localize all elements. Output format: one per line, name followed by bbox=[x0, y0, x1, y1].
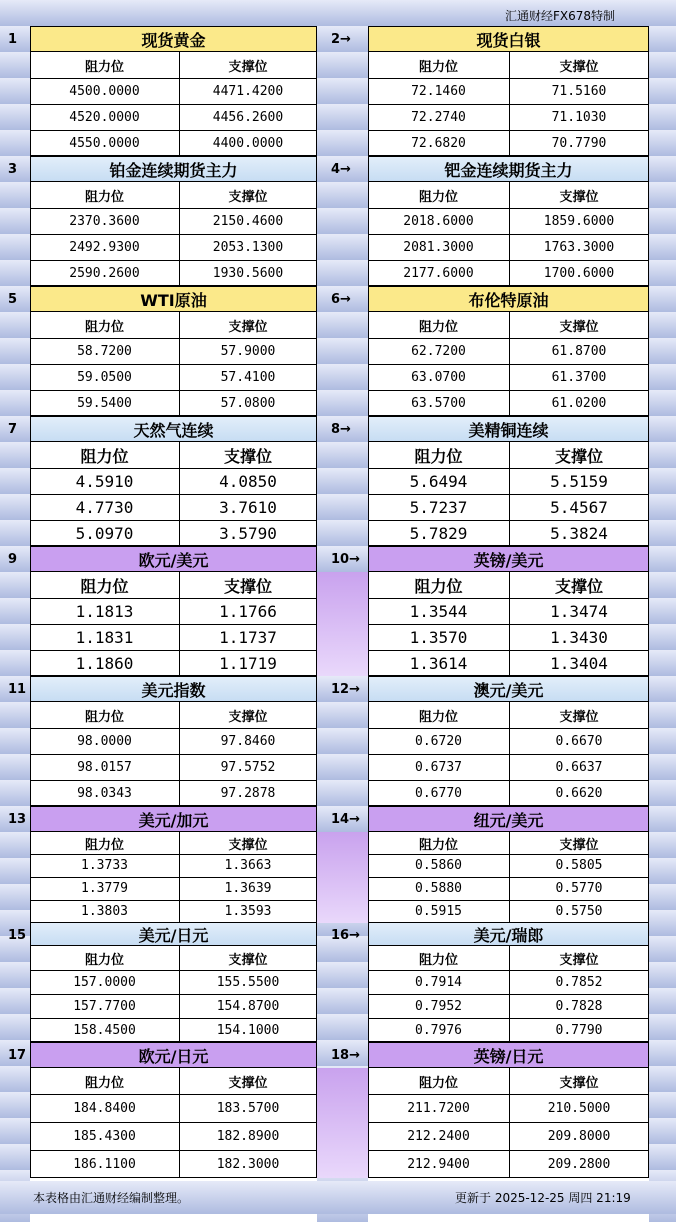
support-header: 支撑位 bbox=[559, 59, 599, 75]
resistance-value: 1.3779 bbox=[81, 881, 128, 896]
instrument-title: 美元/日元 bbox=[30, 922, 317, 946]
instrument-title: 澳元/美元 bbox=[368, 676, 649, 702]
block-number: 6→ bbox=[331, 292, 351, 307]
support-value: 0.6620 bbox=[555, 785, 603, 801]
support-value: 70.7790 bbox=[551, 135, 607, 151]
support-value: 154.8700 bbox=[216, 998, 280, 1014]
support-value: 57.9000 bbox=[220, 343, 276, 359]
resistance-value: 211.7200 bbox=[407, 1100, 470, 1116]
support-value: 0.6637 bbox=[555, 759, 603, 775]
resistance-value: 5.0970 bbox=[75, 523, 134, 543]
resistance-value: 0.7914 bbox=[415, 974, 462, 990]
block-number: 18→ bbox=[331, 1048, 360, 1063]
support-value: 183.5700 bbox=[216, 1100, 280, 1116]
support-value: 1.1719 bbox=[219, 653, 277, 673]
resistance-value: 63.0700 bbox=[411, 369, 466, 385]
resistance-header: 阻力位 bbox=[418, 59, 458, 75]
support-header: 支撑位 bbox=[228, 1075, 268, 1091]
support-value: 1.1737 bbox=[219, 627, 277, 647]
instrument-title: 美精铜连续 bbox=[368, 416, 649, 442]
instrument-title: 英镑/日元 bbox=[368, 1042, 649, 1068]
instrument-title: 英镑/美元 bbox=[368, 546, 649, 572]
resistance-value: 186.1100 bbox=[73, 1156, 136, 1172]
support-value: 2053.1300 bbox=[212, 239, 284, 255]
resistance-header: 阻力位 bbox=[84, 59, 124, 75]
resistance-header: 阻力位 bbox=[418, 1075, 458, 1091]
block-number: 9 bbox=[8, 552, 18, 567]
instrument-title: 纽元/美元 bbox=[368, 806, 649, 832]
resistance-value: 158.4500 bbox=[73, 1022, 136, 1038]
support-value: 5.3824 bbox=[550, 523, 608, 543]
resistance-value: 0.7976 bbox=[415, 1022, 462, 1038]
support-header: 支撑位 bbox=[559, 837, 599, 853]
block-number: 5 bbox=[8, 292, 18, 307]
support-value: 4.0850 bbox=[219, 471, 277, 491]
resistance-value: 1.1860 bbox=[75, 653, 134, 673]
resistance-header: 阻力位 bbox=[418, 709, 458, 725]
support-value: 1.3663 bbox=[224, 858, 272, 873]
resistance-value: 1.1813 bbox=[75, 601, 134, 621]
support-header: 支撑位 bbox=[223, 576, 272, 596]
support-header: 支撑位 bbox=[223, 446, 272, 466]
resistance-value: 72.1460 bbox=[411, 83, 466, 99]
resistance-value: 157.7700 bbox=[73, 998, 136, 1014]
support-header: 支撑位 bbox=[228, 837, 268, 853]
resistance-header: 阻力位 bbox=[418, 952, 458, 968]
support-header: 支撑位 bbox=[228, 59, 268, 75]
resistance-value: 0.5915 bbox=[415, 904, 462, 919]
support-value: 1.3593 bbox=[224, 904, 272, 919]
resistance-value: 98.0000 bbox=[77, 733, 132, 749]
support-value: 71.5160 bbox=[551, 83, 607, 99]
support-value: 57.4100 bbox=[220, 369, 276, 385]
support-value: 1.3430 bbox=[550, 627, 608, 647]
block-number: 7 bbox=[8, 422, 18, 437]
instrument-title: 布伦特原油 bbox=[368, 286, 649, 312]
support-header: 支撑位 bbox=[554, 576, 603, 596]
resistance-header: 阻力位 bbox=[84, 319, 124, 335]
support-value: 1763.3000 bbox=[543, 239, 615, 255]
support-header: 支撑位 bbox=[228, 319, 268, 335]
resistance-header: 阻力位 bbox=[84, 1075, 124, 1091]
resistance-value: 72.6820 bbox=[411, 135, 466, 151]
resistance-header: 阻力位 bbox=[418, 319, 458, 335]
support-value: 61.8700 bbox=[551, 343, 607, 359]
block-number: 3 bbox=[8, 162, 18, 177]
support-value: 71.1030 bbox=[551, 109, 607, 125]
resistance-value: 5.7829 bbox=[409, 523, 468, 543]
support-value: 5.4567 bbox=[550, 497, 608, 517]
instrument-title: 天然气连续 bbox=[30, 416, 317, 442]
support-value: 182.3000 bbox=[216, 1156, 280, 1172]
support-value: 61.0200 bbox=[551, 395, 607, 411]
support-value: 5.5159 bbox=[550, 471, 608, 491]
resistance-value: 5.6494 bbox=[409, 471, 468, 491]
instrument-title: 现货黄金 bbox=[30, 26, 317, 52]
resistance-value: 2492.9300 bbox=[69, 239, 140, 255]
support-value: 2150.4600 bbox=[212, 213, 284, 229]
block-number: 13 bbox=[8, 812, 27, 827]
resistance-value: 4520.0000 bbox=[69, 109, 140, 125]
resistance-value: 1.3544 bbox=[409, 601, 468, 621]
support-header: 支撑位 bbox=[228, 952, 268, 968]
resistance-value: 185.4300 bbox=[73, 1128, 136, 1144]
resistance-value: 98.0157 bbox=[77, 759, 132, 775]
support-value: 97.8460 bbox=[220, 733, 276, 749]
support-value: 154.1000 bbox=[216, 1022, 280, 1038]
resistance-value: 62.7200 bbox=[411, 343, 466, 359]
support-value: 182.8900 bbox=[216, 1128, 280, 1144]
support-value: 0.7852 bbox=[555, 974, 603, 990]
resistance-value: 1.3803 bbox=[81, 904, 128, 919]
resistance-header: 阻力位 bbox=[414, 446, 463, 466]
resistance-header: 阻力位 bbox=[414, 576, 463, 596]
resistance-value: 2177.6000 bbox=[403, 265, 474, 281]
block-number: 8→ bbox=[331, 422, 351, 437]
resistance-value: 5.7237 bbox=[409, 497, 468, 517]
block-number: 11 bbox=[8, 682, 27, 697]
resistance-value: 2081.3000 bbox=[403, 239, 474, 255]
block-number: 1 bbox=[8, 32, 18, 47]
instrument-title: 美元指数 bbox=[30, 676, 317, 702]
support-value: 1930.5600 bbox=[212, 265, 284, 281]
resistance-value: 4550.0000 bbox=[69, 135, 140, 151]
support-value: 0.5770 bbox=[555, 881, 603, 896]
support-header: 支撑位 bbox=[228, 709, 268, 725]
support-value: 0.7790 bbox=[555, 1022, 603, 1038]
footer-note: 本表格由汇通财经编制整理。 bbox=[33, 1191, 190, 1205]
resistance-header: 阻力位 bbox=[418, 189, 458, 205]
resistance-value: 1.3733 bbox=[81, 858, 128, 873]
resistance-value: 4500.0000 bbox=[69, 83, 140, 99]
support-value: 4456.2600 bbox=[212, 109, 284, 125]
resistance-value: 1.3570 bbox=[409, 627, 468, 647]
block-number: 15 bbox=[8, 928, 27, 943]
block-number: 14→ bbox=[331, 812, 360, 827]
instrument-title: 美元/加元 bbox=[30, 806, 317, 832]
support-header: 支撑位 bbox=[228, 189, 268, 205]
support-value: 4400.0000 bbox=[212, 135, 284, 151]
support-value: 155.5500 bbox=[216, 974, 280, 990]
support-value: 1.3474 bbox=[550, 601, 608, 621]
resistance-value: 2018.6000 bbox=[403, 213, 474, 229]
instrument-title: WTI原油 bbox=[30, 286, 317, 312]
resistance-value: 4.5910 bbox=[75, 471, 134, 491]
brand-label: 汇通财经FX678特制 bbox=[505, 9, 616, 23]
resistance-header: 阻力位 bbox=[84, 189, 124, 205]
support-value: 1859.6000 bbox=[543, 213, 615, 229]
update-time: 更新于 2025-12-25 周四 21:19 bbox=[455, 1191, 631, 1205]
resistance-value: 212.9400 bbox=[407, 1156, 470, 1172]
resistance-value: 0.7952 bbox=[415, 998, 462, 1014]
resistance-header: 阻力位 bbox=[84, 952, 124, 968]
support-header: 支撑位 bbox=[559, 189, 599, 205]
support-value: 97.2878 bbox=[220, 785, 276, 801]
resistance-value: 212.2400 bbox=[407, 1128, 470, 1144]
resistance-value: 72.2740 bbox=[411, 109, 466, 125]
resistance-value: 58.7200 bbox=[77, 343, 132, 359]
block-number: 16→ bbox=[331, 928, 360, 943]
support-header: 支撑位 bbox=[559, 319, 599, 335]
resistance-value: 0.5860 bbox=[415, 858, 462, 873]
resistance-header: 阻力位 bbox=[84, 837, 124, 853]
block-number: 17 bbox=[8, 1048, 27, 1063]
resistance-header: 阻力位 bbox=[418, 837, 458, 853]
instrument-title: 欧元/美元 bbox=[30, 546, 317, 572]
resistance-value: 59.0500 bbox=[77, 369, 132, 385]
resistance-header: 阻力位 bbox=[84, 709, 124, 725]
resistance-value: 184.8400 bbox=[73, 1100, 136, 1116]
resistance-value: 0.6770 bbox=[415, 785, 462, 801]
resistance-value: 4.7730 bbox=[75, 497, 134, 517]
resistance-value: 98.0343 bbox=[77, 785, 132, 801]
support-value: 209.8000 bbox=[547, 1128, 611, 1144]
block-number: 4→ bbox=[331, 162, 351, 177]
resistance-value: 1.1831 bbox=[75, 627, 134, 647]
resistance-value: 0.5880 bbox=[415, 881, 462, 896]
support-value: 209.2800 bbox=[547, 1156, 611, 1172]
support-header: 支撑位 bbox=[559, 1075, 599, 1091]
support-value: 97.5752 bbox=[220, 759, 276, 775]
support-value: 4471.4200 bbox=[212, 83, 284, 99]
support-header: 支撑位 bbox=[559, 952, 599, 968]
instrument-title: 钯金连续期货主力 bbox=[368, 156, 649, 182]
support-value: 1700.6000 bbox=[543, 265, 615, 281]
support-value: 1.3639 bbox=[224, 881, 272, 896]
support-value: 3.7610 bbox=[219, 497, 277, 517]
resistance-value: 63.5700 bbox=[411, 395, 466, 411]
instrument-title: 美元/瑞郎 bbox=[368, 922, 649, 946]
block-number: 12→ bbox=[331, 682, 360, 697]
resistance-value: 0.6720 bbox=[415, 733, 462, 749]
support-value: 1.1766 bbox=[219, 601, 277, 621]
resistance-header: 阻力位 bbox=[80, 446, 129, 466]
resistance-value: 0.6737 bbox=[415, 759, 462, 775]
resistance-value: 157.0000 bbox=[73, 974, 136, 990]
resistance-value: 2590.2600 bbox=[69, 265, 140, 281]
resistance-value: 59.5400 bbox=[77, 395, 132, 411]
support-value: 1.3404 bbox=[550, 653, 608, 673]
support-value: 0.6670 bbox=[555, 733, 603, 749]
support-value: 0.5805 bbox=[555, 858, 603, 873]
support-value: 57.0800 bbox=[220, 395, 276, 411]
support-value: 0.5750 bbox=[555, 904, 603, 919]
support-value: 0.7828 bbox=[555, 998, 603, 1014]
block-number: 10→ bbox=[331, 552, 360, 567]
block-number: 2→ bbox=[331, 32, 351, 47]
support-value: 210.5000 bbox=[547, 1100, 611, 1116]
support-value: 3.5790 bbox=[219, 523, 277, 543]
resistance-value: 1.3614 bbox=[409, 653, 468, 673]
instrument-title: 现货白银 bbox=[368, 26, 649, 52]
instrument-title: 欧元/日元 bbox=[30, 1042, 317, 1068]
support-header: 支撑位 bbox=[554, 446, 603, 466]
support-value: 61.3700 bbox=[551, 369, 607, 385]
resistance-value: 2370.3600 bbox=[69, 213, 140, 229]
support-header: 支撑位 bbox=[559, 709, 599, 725]
resistance-header: 阻力位 bbox=[80, 576, 129, 596]
instrument-title: 铂金连续期货主力 bbox=[30, 156, 317, 182]
